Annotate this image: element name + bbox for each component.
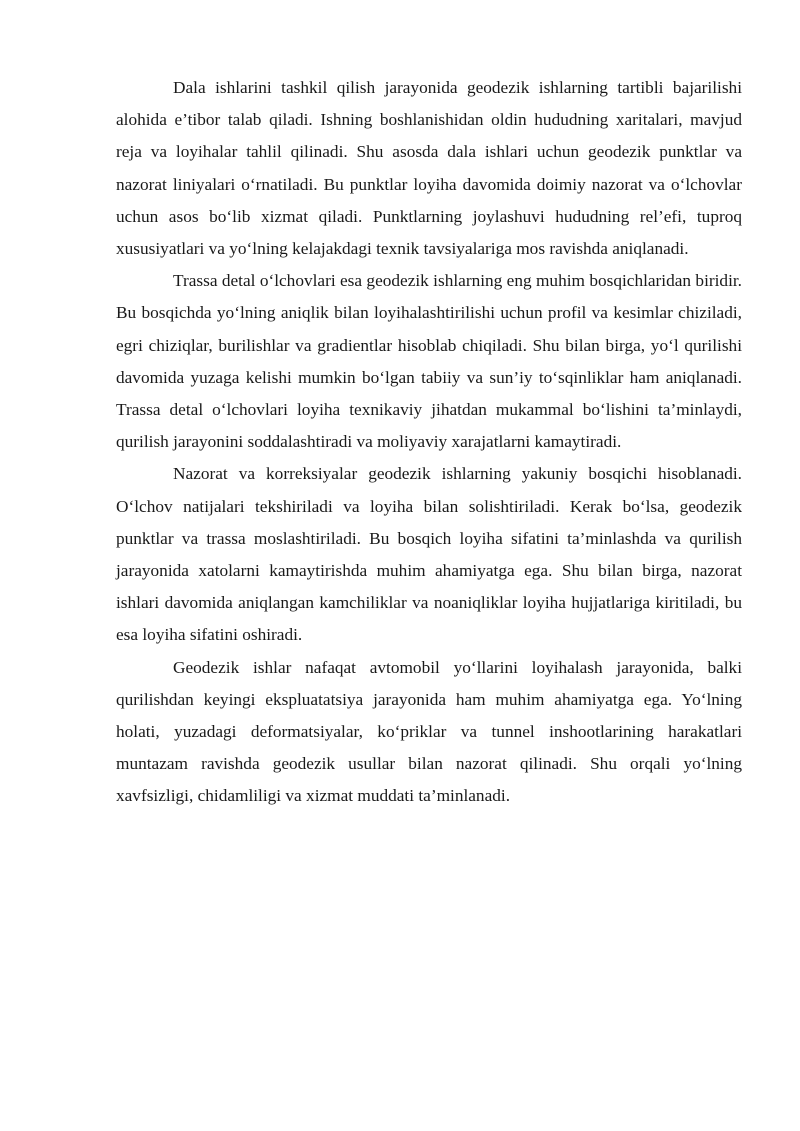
paragraph-1: Dala ishlarini tashkil qilish jarayonida geodezik ishlarning tartibli bajarilishi alohida e’tibor talab qiladi. Ishning boshlanishidan oldin hududning xaritalari, mavjud reja va loyihalar tahlil qilinadi. Shu asosda dala ishlari uchun geodezik punktlar va nazorat liniyalari o‘rnatiladi. Bu punktlar loyiha davomida doimiy nazorat va o‘lchovlar uchun asos bo‘lib xizmat qiladi. Punktlarning joylashuvi hududning rel’efi, tuproq xususiyatlari va yo‘lning kelajakdagi texnik tavsiyalariga mos ravishda aniqlanadi. [116,78,742,259]
paragraph-2: Trassa detal o‘lchovlari esa geodezik ishlarning eng muhim bosqichlaridan biridir. Bu bosqichda yo‘lning aniqlik bilan loyihalashtirilishi uchun profil va kesimlar chiziladi, egri chiziqlar, burilishlar va gradientlar hisoblab chiqiladi. Shu bilan birga, yo‘l qurilishi davomida yuzaga kelishi mumkin bo‘lgan tabiiy va sun’iy to‘sqinliklar ham aniqlanadi. Trassa detal o‘lchovlari loyiha texnikaviy jihatdan mukammal bo‘lishini ta’minlaydi, qurilish jarayonini soddalashtiradi va moliyaviy xarajatlarni kamaytiradi. [116,271,742,452]
document-body [116,72,742,813]
paragraph-3: Nazorat va korreksiyalar geodezik ishlarning yakuniy bosqichi hisoblanadi. O‘lchov natijalari tekshiriladi va loyiha bilan solishtiriladi. Kerak bo‘lsa, geodezik punktlar va trassa moslashtiriladi. Bu bosqich loyiha sifatini ta’minlashda va qurilish jarayonida xatolarni kamaytirishda muhim ahamiyatga ega. Shu bilan birga, nazorat ishlari davomida aniqlangan kamchiliklar va noaniqliklar loyiha hujjatlariga kiritiladi, bu esa loyiha sifatini oshiradi. [116,464,742,645]
paragraph-4: Geodezik ishlar nafaqat avtomobil yo‘llarini loyihalash jarayonida, balki qurilishdan keyingi ekspluatatsiya jarayonida ham muhim ahamiyatga ega. Yo‘lning holati, yuzadagi deformatsiyalar, ko‘priklar va tunnel inshootlarining harakatlari muntazam ravishda geodezik usullar bilan nazorat qilinadi. Shu orqali yo‘lning xavfsizligi, chidamliligi va xizmat muddati ta’minlanadi. [116,657,742,806]
